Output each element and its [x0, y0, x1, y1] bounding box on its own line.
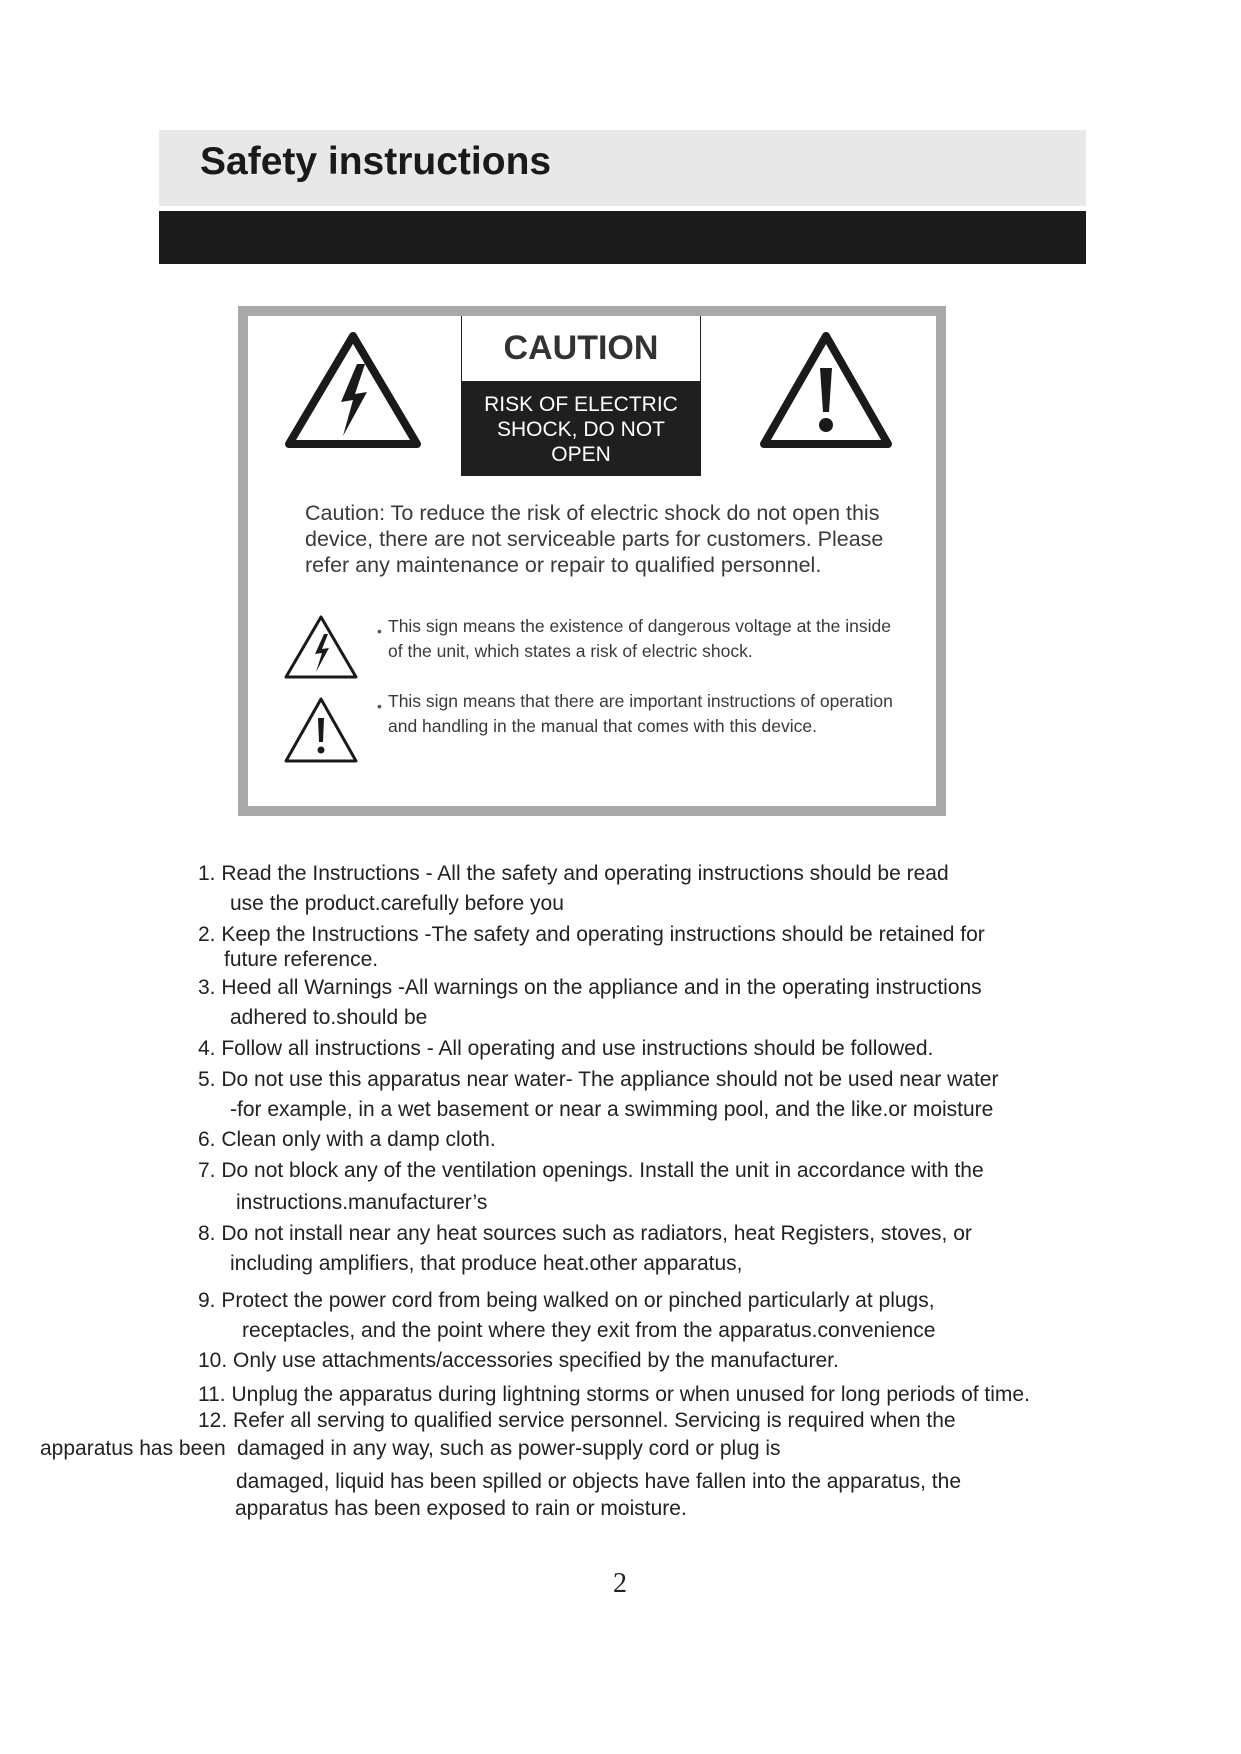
sign-description-instructions: This sign means that there are important instructions of operation and handling in the manual that comes with this device.	[388, 691, 893, 736]
exclamation-triangle-icon-small	[282, 694, 360, 766]
bullet: •	[377, 623, 382, 639]
bullet: •	[377, 698, 382, 714]
page-number: 2	[613, 1568, 627, 1599]
instruction-line: 6. Clean only with a damp cloth.	[198, 1128, 496, 1151]
instruction-line: 2. Keep the Instructions -The safety and operating instructions should be retained for	[198, 923, 985, 946]
instruction-line: 11. Unplug the apparatus during lightning storms or when unused for long periods of time.	[198, 1383, 1030, 1406]
instruction-line: including amplifiers, that produce heat.other apparatus,	[230, 1252, 743, 1275]
caution-heading: CAUTION	[461, 316, 701, 382]
instruction-line: use the product.carefully before you	[230, 892, 564, 915]
page-title: Safety instructions	[200, 140, 552, 183]
sign-description-voltage: This sign means the existence of dangerous voltage at the inside of the unit, which states a risk of electric shock.	[388, 616, 891, 661]
instruction-line: instructions.manufacturer’s	[236, 1191, 488, 1214]
instruction-line: 4. Follow all instructions - All operating and use instructions should be followed.	[198, 1037, 934, 1060]
instruction-line: 8. Do not install near any heat sources such as radiators, heat Registers, stoves, or	[198, 1222, 972, 1245]
instruction-line: damaged, liquid has been spilled or objects have fallen into the apparatus, the	[236, 1470, 961, 1493]
lightning-triangle-icon-small	[282, 612, 360, 682]
caution-warning-text: RISK OF ELECTRIC SHOCK, DO NOT OPEN	[484, 392, 678, 466]
instruction-line: 10. Only use attachments/accessories specified by the manufacturer.	[198, 1349, 839, 1372]
instruction-line: apparatus has been	[40, 1437, 226, 1460]
instruction-line: -for example, in a wet basement or near a swimming pool, and the like.or moisture	[230, 1098, 994, 1121]
instruction-line: receptacles, and the point where they exit from the apparatus.convenience	[242, 1319, 936, 1342]
instruction-line: future reference.	[224, 948, 379, 971]
caution-description: Caution: To reduce the risk of electric shock do not open this device, there are not serviceable parts for customers. Please refer any maintenance or repair to qualified personnel.	[305, 501, 884, 577]
instruction-line: 9. Protect the power cord from being walked on or pinched particularly at plugs,	[198, 1289, 935, 1312]
exclamation-triangle-icon	[758, 328, 894, 452]
instruction-line: adhered to.should be	[230, 1006, 428, 1029]
header-bar	[159, 211, 1086, 264]
instruction-line: 12. Refer all serving to qualified service personnel. Servicing is required when the	[198, 1409, 956, 1432]
instruction-line: 7. Do not block any of the ventilation openings. Install the unit in accordance with the	[198, 1159, 984, 1182]
instruction-line: apparatus has been exposed to rain or moisture.	[235, 1497, 687, 1520]
caution-warning-box	[461, 382, 701, 476]
lightning-triangle-icon	[283, 328, 423, 452]
instruction-line: 5. Do not use this apparatus near water- The appliance should not be used near water	[198, 1068, 999, 1091]
instruction-line: 3. Heed all Warnings -All warnings on the appliance and in the operating instructions	[198, 976, 982, 999]
instruction-line: 1. Read the Instructions - All the safety and operating instructions should be read	[198, 862, 949, 885]
instruction-line: damaged in any way, such as power-supply cord or plug is	[237, 1437, 781, 1460]
